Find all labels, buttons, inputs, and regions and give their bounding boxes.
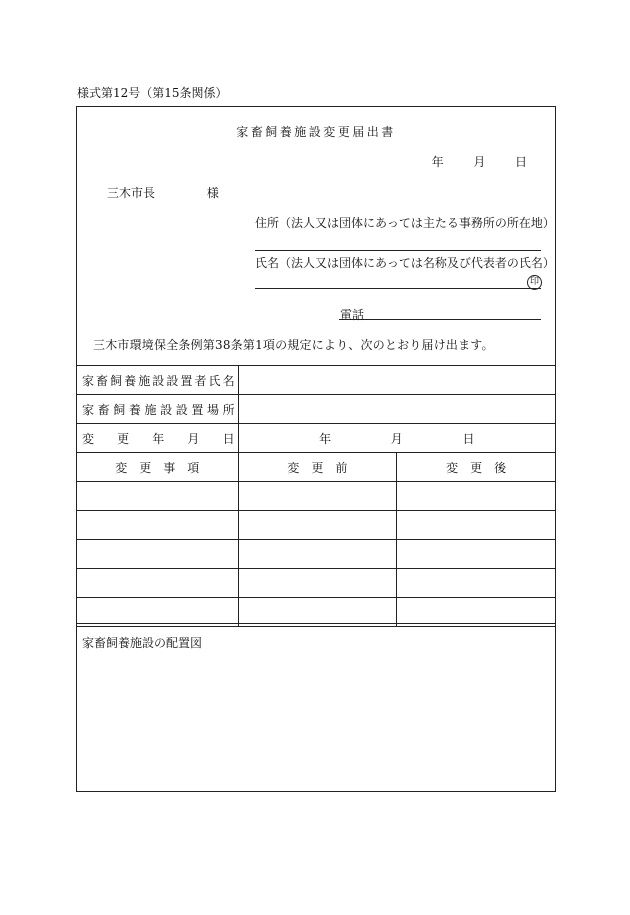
after-cell[interactable] — [397, 482, 556, 511]
table-row — [77, 569, 556, 598]
change-date-month: 月 — [390, 431, 403, 446]
header-change-item: 変 更 事 項 — [77, 453, 239, 482]
date-year-label: 年 — [431, 155, 444, 169]
after-cell[interactable] — [397, 569, 556, 598]
date-day-label: 日 — [514, 155, 527, 169]
change-date-field[interactable] — [238, 424, 555, 453]
table-row — [77, 424, 556, 453]
after-cell[interactable] — [397, 540, 556, 569]
addressee — [107, 184, 219, 201]
table-row — [77, 395, 556, 424]
installer-place-field[interactable] — [238, 395, 555, 424]
change-date-day: 日 — [462, 431, 475, 446]
layout-drawing-area[interactable] — [76, 623, 556, 793]
statement-text: 三木市環境保全条例第38条第1項の規定により、次のとおり届け出ます。 — [93, 338, 494, 352]
address-field[interactable] — [255, 250, 541, 251]
table-header-row — [77, 453, 556, 482]
form-number: 様式第12号（第15条関係） — [77, 86, 228, 100]
phone-field[interactable] — [339, 319, 541, 320]
table-row — [77, 482, 556, 511]
header-before: 変 更 前 — [238, 453, 397, 482]
header-after: 変 更 後 — [397, 453, 556, 482]
form-title: 家畜飼養施設変更届出書 — [236, 125, 396, 139]
change-item-cell[interactable] — [77, 482, 239, 511]
installer-name-label: 家畜飼養施設設置者氏名 — [77, 366, 239, 395]
change-details-table — [76, 365, 556, 627]
phone-label: 電話 — [340, 308, 365, 322]
addressee-name: 三木市長 — [107, 186, 156, 200]
before-cell[interactable] — [238, 540, 397, 569]
after-cell[interactable] — [397, 511, 556, 540]
before-cell[interactable] — [238, 482, 397, 511]
change-item-cell[interactable] — [77, 569, 239, 598]
name-field[interactable] — [255, 288, 541, 289]
change-item-cell[interactable] — [77, 540, 239, 569]
before-cell[interactable] — [238, 511, 397, 540]
change-date-label: 変更年月日 — [77, 424, 239, 453]
addressee-honorific: 様 — [206, 186, 219, 200]
date-month-label: 月 — [473, 155, 486, 169]
before-cell[interactable] — [238, 569, 397, 598]
seal-mark: 印 — [527, 275, 542, 290]
installer-place-label: 家畜飼養施設設置場所 — [77, 395, 239, 424]
table-row — [77, 540, 556, 569]
address-label: 住所（法人又は団体にあっては主たる事務所の所在地） — [255, 216, 555, 230]
name-label: 氏名（法人又は団体にあっては名称及び代表者の氏名） — [255, 256, 555, 270]
change-date-year: 年 — [319, 431, 332, 446]
form-frame — [76, 106, 556, 792]
table-row — [77, 366, 556, 395]
table-row — [77, 511, 556, 540]
installer-name-field[interactable] — [238, 366, 555, 395]
submission-date[interactable] — [432, 153, 527, 170]
layout-drawing-label: 家畜飼養施設の配置図 — [82, 636, 203, 650]
change-item-cell[interactable] — [77, 511, 239, 540]
